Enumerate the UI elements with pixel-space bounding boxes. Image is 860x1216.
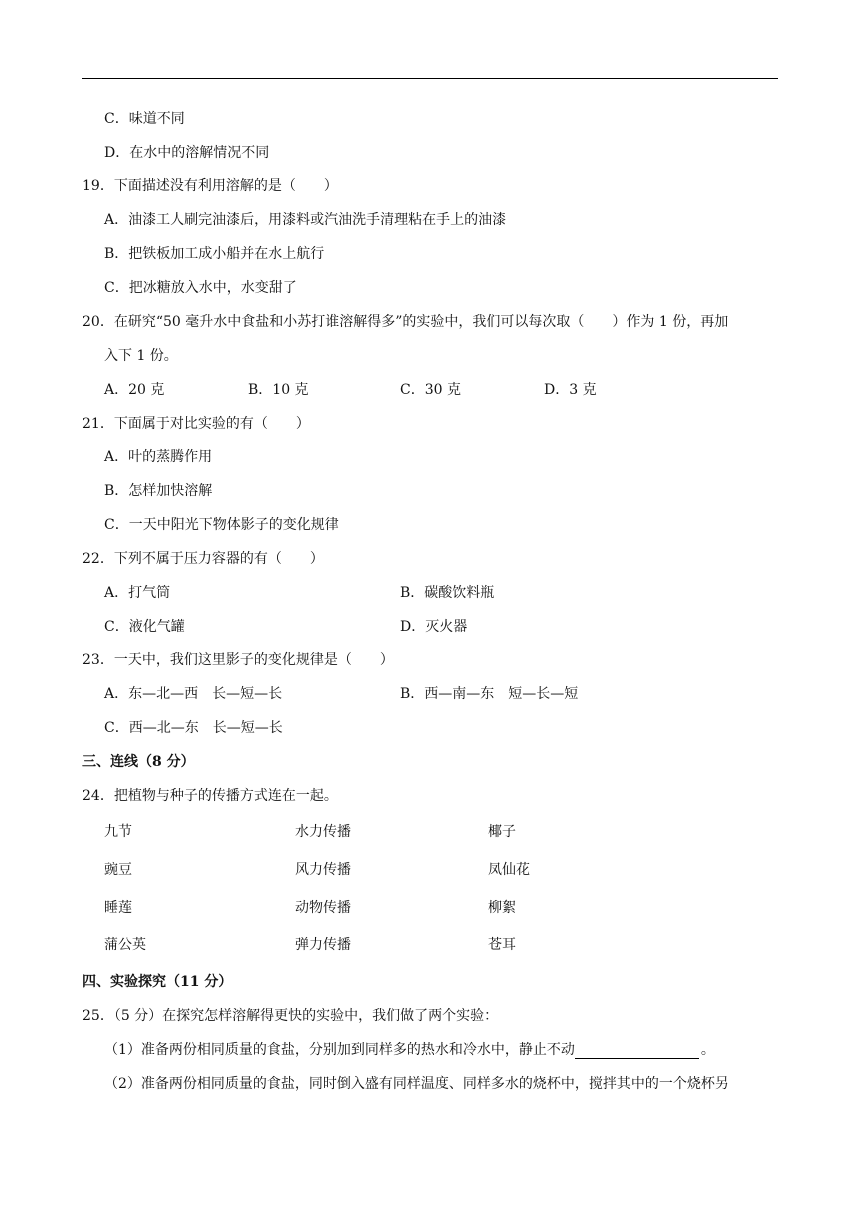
q24-plant-1: 九节 [104,824,132,840]
section-4-heading: 四、实验探究（11 分） [82,974,233,990]
q24-plant-right-2: 凤仙花 [488,862,530,878]
q21-stem: 21．下面属于对比实验的有（ ） [82,416,310,432]
q25-part1-end: 。 [700,1042,715,1058]
q20-stem-line1: 20．在研究“50 毫升水中食盐和小苏打谁溶解得多”的实验中，我们可以每次取（ ）作为 1 份，再加 [82,314,729,330]
q20-option-b: B．10 克 [248,382,309,398]
q21-option-a: A．叶的蒸腾作用 [104,449,213,465]
q24-plant-2: 豌豆 [104,862,132,878]
q19-option-c: C．把冰糖放入水中，水变甜了 [104,280,297,296]
q18-option-c: C．味道不同 [104,111,185,127]
q24-method-1: 水力传播 [295,824,351,840]
q23-option-b: B．西—南—东 短—长—短 [400,686,579,702]
q24-method-2: 风力传播 [295,862,351,878]
q20-option-c: C．30 克 [400,382,461,398]
q19-option-a: A．油漆工人刷完油漆后，用漆料或汽油洗手清理粘在手上的油漆 [104,212,507,228]
q19-option-b: B．把铁板加工成小船并在水上航行 [104,246,325,262]
q22-option-d: D．灭火器 [400,619,468,635]
q25-part2: （2）准备两份相同质量的食盐，同时倒入盛有同样温度、同样多水的烧杯中，搅拌其中的一个烧杯另 [104,1076,729,1092]
q24-plant-right-1: 椰子 [488,824,516,840]
q20-option-d: D．3 克 [544,382,597,398]
q21-option-b: B．怎样加快溶解 [104,483,213,499]
q24-method-4: 弹力传播 [295,937,351,953]
q24-plant-right-3: 柳絮 [488,900,516,916]
q25-stem: 25．（5 分）在探究怎样溶解得更快的实验中，我们做了两个实验： [82,1008,499,1024]
q24-plant-3: 睡莲 [104,900,132,916]
q24-plant-right-4: 苍耳 [488,937,516,953]
q22-stem: 22．下列不属于压力容器的有（ ） [82,551,324,567]
q23-stem: 23．一天中，我们这里影子的变化规律是（ ） [82,652,394,668]
q20-stem-line2: 入下 1 份。 [104,348,178,364]
q25-part1-text: （1）准备两份相同质量的食盐，分别加到同样多的热水和冷水中，静止不动 [104,1042,575,1058]
q18-option-d: D．在水中的溶解情况不同 [104,145,270,161]
q19-stem: 19．下面描述没有利用溶解的是（ ） [82,178,338,194]
q21-option-c: C．一天中阳光下物体影子的变化规律 [104,517,339,533]
q23-option-c: C．西—北—东 长—短—长 [104,720,283,736]
q22-option-a: A．打气筒 [104,585,171,601]
q25-answer-blank[interactable] [575,1044,699,1059]
q24-method-3: 动物传播 [295,900,351,916]
q22-option-b: B．碳酸饮料瓶 [400,585,495,601]
q25-part1 [104,1041,715,1059]
q24-stem: 24．把植物与种子的传播方式连在一起。 [82,788,338,804]
q22-option-c: C．液化气罐 [104,619,185,635]
q24-plant-4: 蒲公英 [104,937,146,953]
section-3-heading: 三、连线（8 分） [82,754,195,770]
q20-option-a: A．20 克 [104,382,165,398]
header-rule [82,78,778,79]
q23-option-a: A．东—北—西 长—短—长 [104,686,283,702]
